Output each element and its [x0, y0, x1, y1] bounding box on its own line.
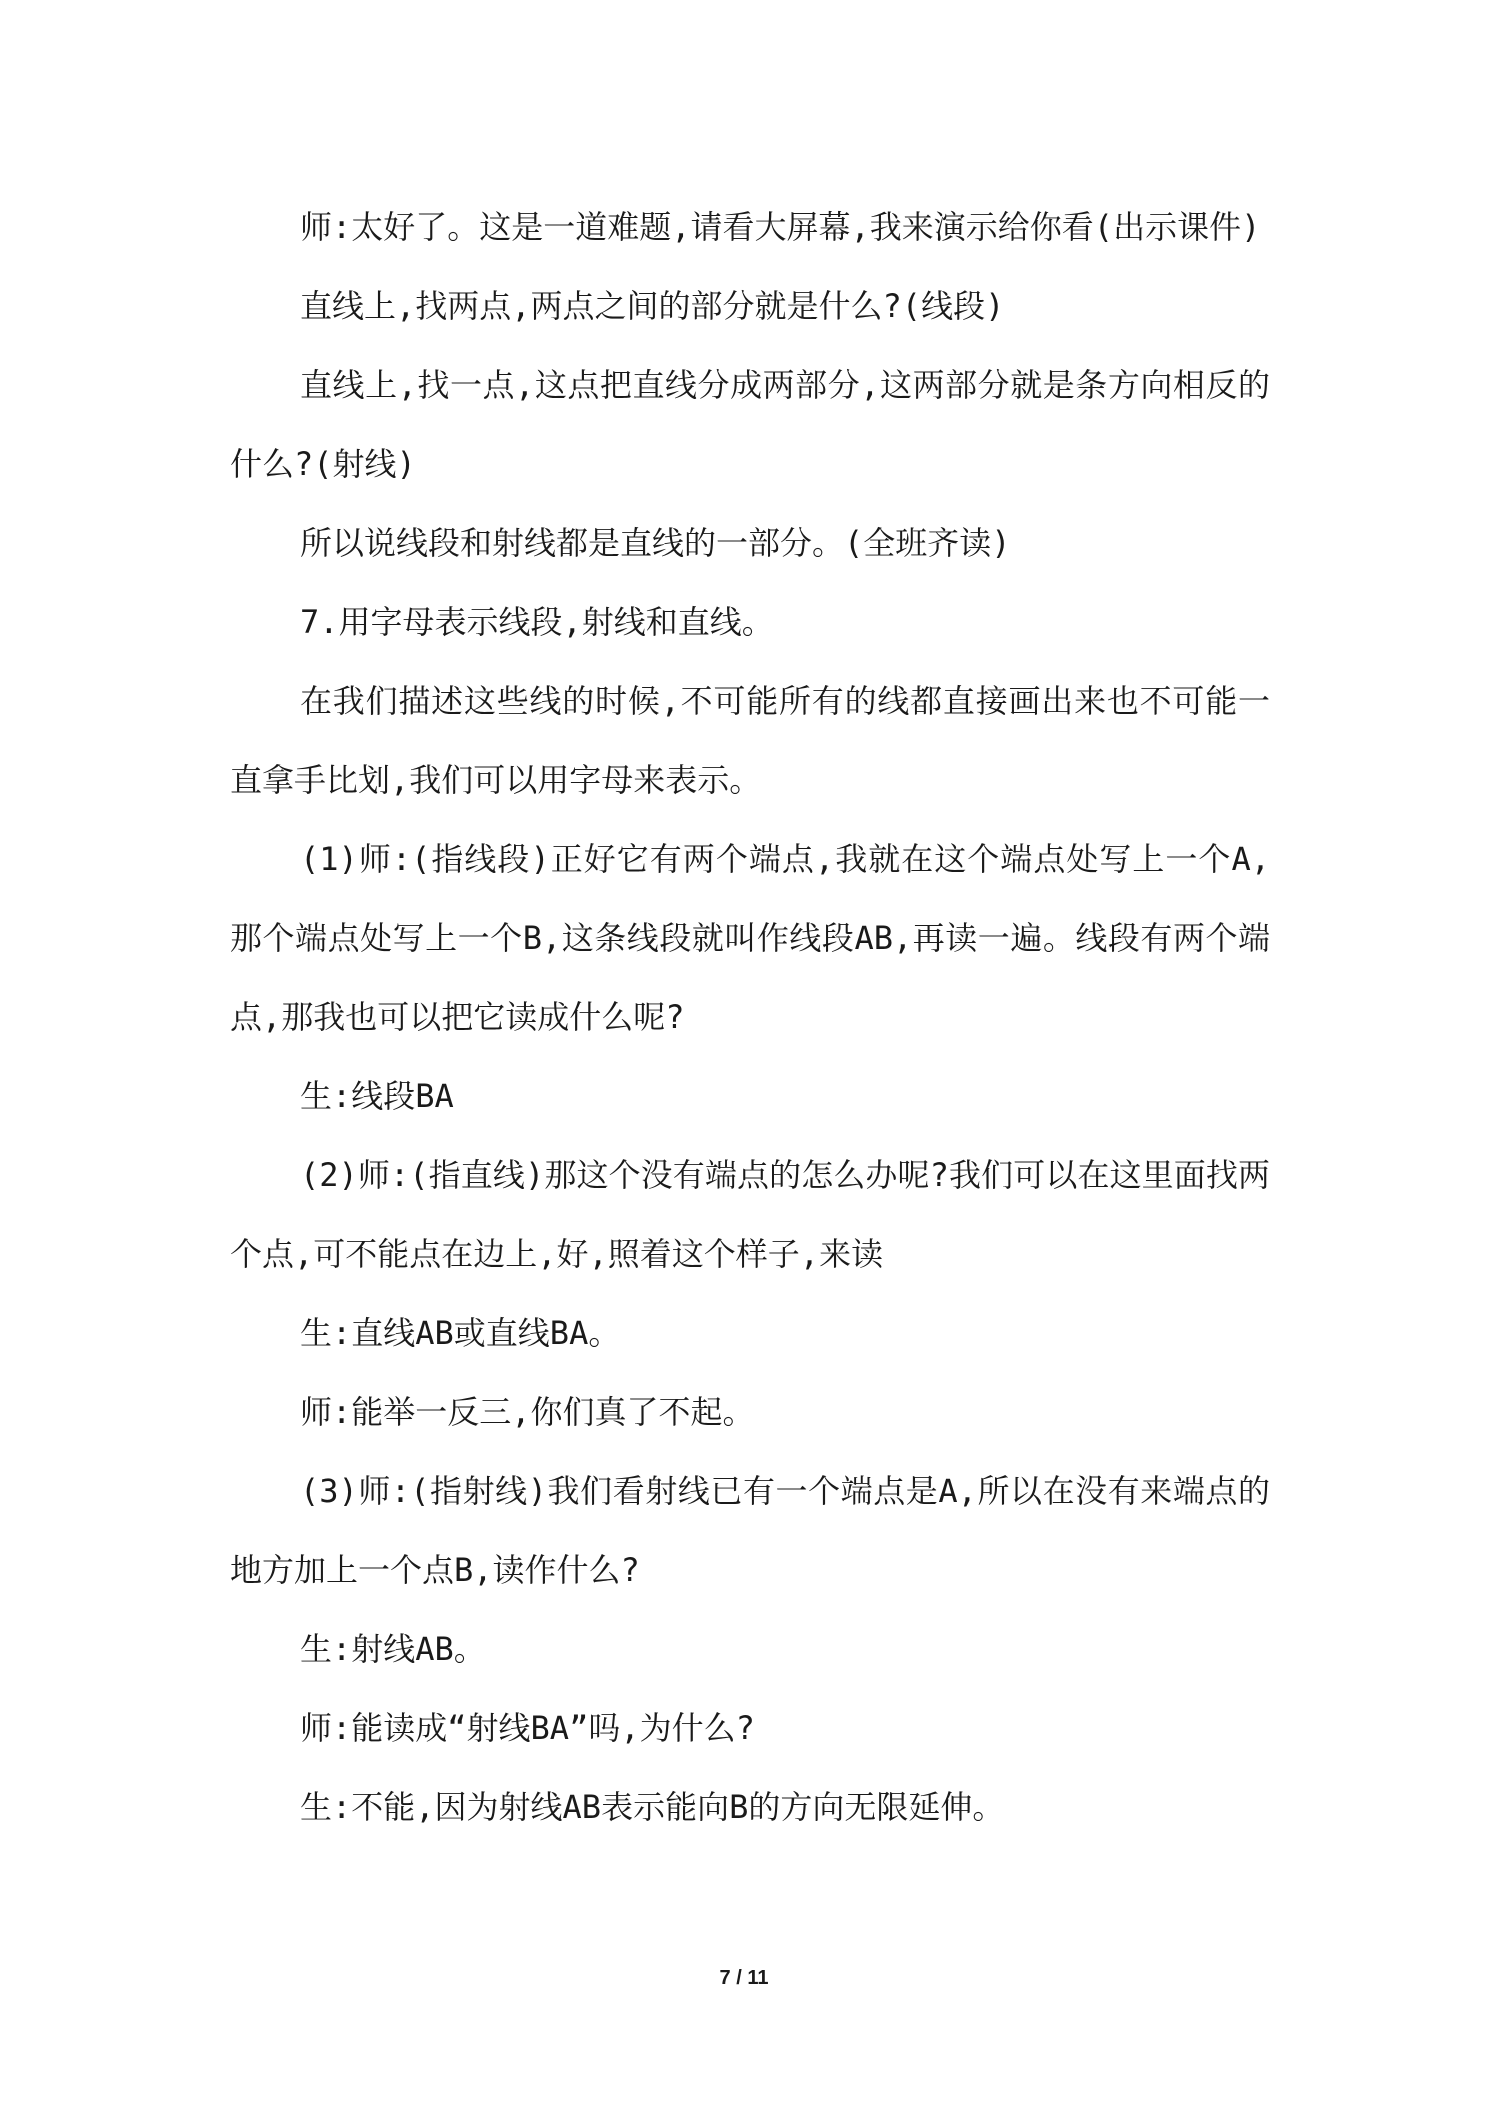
- paragraph: 7.用字母表示线段,射线和直线。: [300, 603, 774, 641]
- paragraph: 师:能举一反三,你们真了不起。: [300, 1393, 755, 1431]
- paragraph: 直线上,找一点,这点把直线分成两部分,这两部分就是条方向相反的什么?(射线): [230, 366, 1270, 483]
- paragraph: (1)师:(指线段)正好它有两个端点,我就在这个端点处写上一个A,那个端点处写上一个B,这条线段就叫作线段AB,再读一遍。线段有两个端点,那我也可以把它读成什么呢?: [230, 840, 1270, 1036]
- paragraph: 生:射线AB。: [300, 1630, 486, 1668]
- paragraph: 师:太好了。这是一道难题,请看大屏幕,我来演示给你看(出示课件): [300, 208, 1261, 246]
- document-body: [230, 188, 1270, 1847]
- paragraph: 在我们描述这些线的时候,不可能所有的线都直接画出来也不可能一直拿手比划,我们可以用字母来表示。: [230, 682, 1270, 799]
- paragraph: 生:线段BA: [300, 1077, 454, 1115]
- paragraph: 师:能读成“射线BA”吗,为什么?: [300, 1709, 755, 1747]
- page-number: 7 / 11: [719, 1967, 769, 1989]
- paragraph: 直线上,找两点,两点之间的部分就是什么?(线段): [300, 287, 1005, 325]
- paragraph: 生:直线AB或直线BA。: [300, 1314, 621, 1352]
- paragraph: 生:不能,因为射线AB表示能向B的方向无限延伸。: [300, 1788, 1005, 1826]
- paragraph: (3)师:(指射线)我们看射线已有一个端点是A,所以在没有来端点的地方加上一个点B,读作什么?: [230, 1472, 1270, 1589]
- paragraph: (2)师:(指直线)那这个没有端点的怎么办呢?我们可以在这里面找两个点,可不能点在边上,好,照着这个样子,来读: [230, 1156, 1270, 1273]
- paragraph: 所以说线段和射线都是直线的一部分。(全班齐读): [300, 524, 1011, 562]
